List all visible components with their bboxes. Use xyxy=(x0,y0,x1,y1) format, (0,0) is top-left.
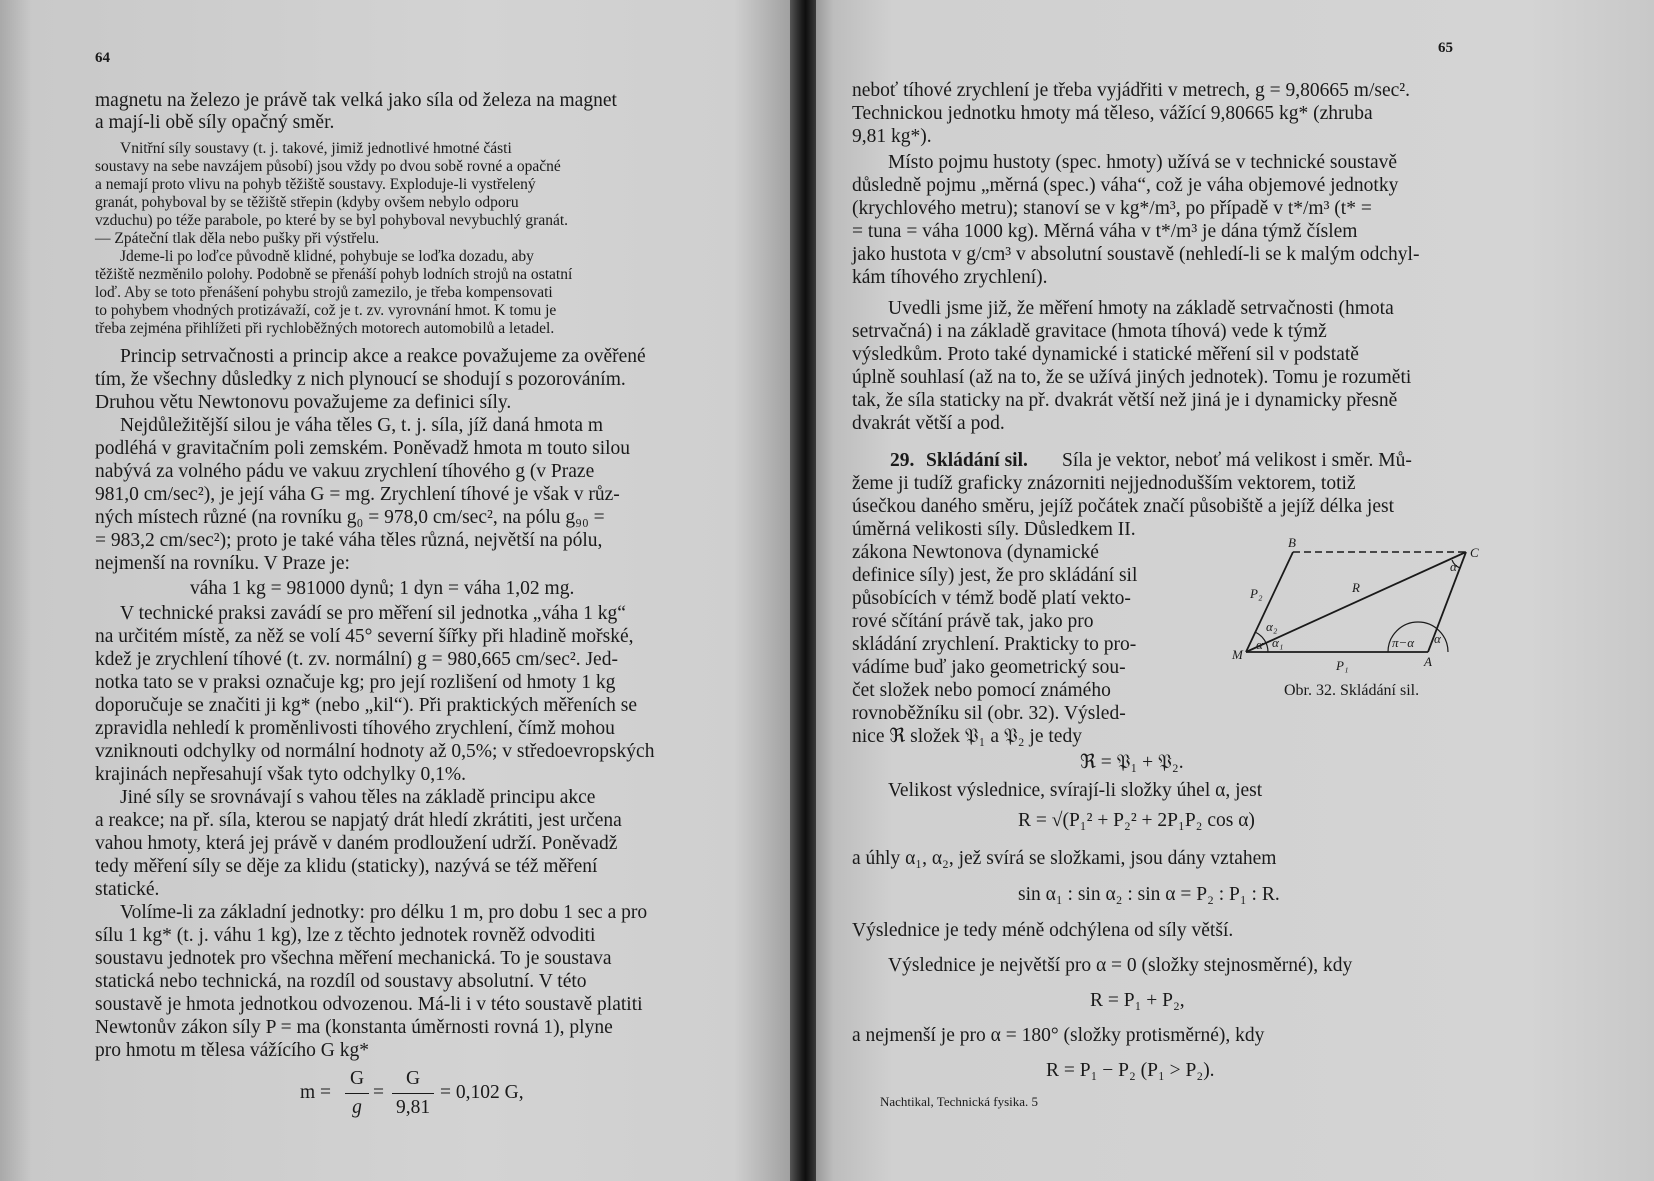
text-line: Místo pojmu hustoty (spec. hmoty) užívá se v technické soustavě xyxy=(888,152,1398,173)
text-line: soustavu jednotek pro všechna měření mechanická. To je soustava xyxy=(95,948,612,969)
equation: sin α₁ : sin α₂ : sin α = P₂ : P₁ : R. xyxy=(1018,884,1280,905)
page-number: 65 xyxy=(1438,40,1453,56)
text-line: ných místech různé (na rovníku g₀ = 978,0 cm/sec², na pólu g₉₀ = xyxy=(95,507,605,528)
text-line: krajinách nepřesahují však tyto odchylky 0,1%. xyxy=(95,764,466,785)
text-line: magnetu na železo je právě tak velká jako síla od železa na magnet xyxy=(95,90,617,111)
equation: váha 1 kg = 981000 dynů; 1 dyn = váha 1,02 mg. xyxy=(190,578,575,599)
fraction-denominator: 9,81 xyxy=(395,1097,431,1118)
label-P1: P₁ xyxy=(1336,658,1349,673)
force-parallelogram-figure xyxy=(1228,535,1488,675)
small-text-line: soustavy na sebe navzájem působí) jsou vždy po dvou sobě rovné a opačné xyxy=(95,158,561,175)
eq-operator: = xyxy=(373,1082,384,1103)
right-page xyxy=(808,0,1654,1181)
text-line: působících v témž bodě platí vekto- xyxy=(852,588,1131,609)
label-alpha1: α₁ xyxy=(1272,635,1284,650)
equation: R = P₁ + P₂, xyxy=(1090,990,1185,1011)
text-line: vahou hmoty, která jej právě v daném prodloužení udrží. Poněvadž xyxy=(95,833,618,854)
text-line: 981,0 cm/sec²), je její váha G = mg. Zrychlení tíhové je však v růz- xyxy=(95,484,620,505)
left-page xyxy=(0,0,798,1181)
label-alpha: α xyxy=(1256,637,1263,652)
text-line: úplně souhlasí (až na to, že se užívá jiných jednotek). Tomu je rozuměti xyxy=(852,367,1412,388)
small-text-line: to pohybem vhodných protizávaží, což je t. zv. vyrovnání hmot. K tomu je xyxy=(95,302,557,319)
equation: ℜ = 𝔓₁ + 𝔓₂. xyxy=(1080,752,1184,773)
text-line: (krychlového metru); stanoví se v kg*/m³, po případě v t*/m³ (t* = xyxy=(852,198,1372,219)
text-line: setrvačná) i na základě gravitace (hmota tíhová) vede k týmž xyxy=(852,321,1327,342)
text-line: nice ℜ složek 𝔓₁ a 𝔓₂ je tedy xyxy=(852,726,1082,747)
text-line: úměrná velikosti síly. Důsledkem II. xyxy=(852,519,1136,540)
text-line: a nejmenší je pro α = 180° (složky protisměrné), kdy xyxy=(852,1025,1265,1046)
fraction-bar xyxy=(345,1093,369,1094)
text-line: vádíme buď jako geometrický sou- xyxy=(852,657,1126,678)
text-line: Uvedli jsme již, že měření hmoty na základě setrvačnosti (hmota xyxy=(888,298,1394,319)
book-spine xyxy=(790,0,816,1181)
text-line: rovnoběžníku sil (obr. 32). Výsled- xyxy=(852,703,1126,724)
fraction-numerator: G xyxy=(405,1068,421,1089)
text-line: Jiné síly se srovnávají s vahou těles na základě principu akce xyxy=(120,787,596,808)
fraction-bar xyxy=(392,1093,434,1094)
text-line: doporučuje se značiti ji kg* (nebo „kil“). Při praktických měřeních se xyxy=(95,695,638,716)
small-text-line: těžiště nezměnilo polohy. Podobně se přenáší pohyb lodních strojů na ostatní xyxy=(95,266,573,283)
text-line: skládání zrychlení. Prakticky to pro- xyxy=(852,634,1137,655)
eq-lhs: m = xyxy=(300,1082,332,1103)
text-line: podléhá v gravitačním poli zemském. Poněvadž hmota m touto silou xyxy=(95,438,631,459)
label-A: A xyxy=(1424,654,1432,669)
text-line: nejmenší na rovníku. V Praze je: xyxy=(95,553,350,574)
label-alpha2: α₂ xyxy=(1266,619,1278,634)
label-P2: P₂ xyxy=(1250,586,1263,601)
text-line: vzniknouti odchylky od normální hodnoty až 0,5%; v středoevropských xyxy=(95,741,655,762)
text-line: zákona Newtonova (dynamické xyxy=(852,542,1099,563)
text-line: statická nebo technická, na rozdíl od soustavy absolutní. V této xyxy=(95,971,587,992)
text-line: Výslednice je největší pro α = 0 (složky stejnosměrné), kdy xyxy=(888,955,1353,976)
text-line: Síla je vektor, neboť má velikost i směr. Mů- xyxy=(1062,450,1412,471)
fraction-numerator: G xyxy=(349,1068,365,1089)
small-text-line: vzduchu) po téže parabole, po které by se byl pohyboval nevybuchlý granát. xyxy=(95,212,569,229)
text-line: tedy měření síly se děje za klidu (staticky), nazývá se též měření xyxy=(95,856,598,877)
label-pi-minus-alpha: π−α xyxy=(1392,635,1415,650)
text-line: neboť tíhové zrychlení je třeba vyjádřiti v metrech, g = 9,80665 m/sec². xyxy=(852,80,1411,101)
text-line: kám tíhového zrychlení). xyxy=(852,267,1048,288)
small-text-line: třeba zejména přihlížeti při rychloběžných motorech automobilů a letadel. xyxy=(95,320,555,337)
figure-caption: Obr. 32. Skládání sil. xyxy=(1284,682,1420,699)
text-line: statické. xyxy=(95,879,160,900)
line-MB xyxy=(1246,552,1293,652)
text-line: a úhly α₁, α₂, jež svírá se složkami, jsou dány vztahem xyxy=(852,848,1277,869)
text-line: V technické praksi zavádí se pro měření sil jednotka „váha 1 kg“ xyxy=(120,603,626,624)
equation: R = P₁ − P₂ (P₁ > P₂). xyxy=(1046,1060,1215,1081)
page-number: 64 xyxy=(95,50,110,66)
label-alpha-at-C: α xyxy=(1450,559,1457,574)
text-line: = tuna = váha 1000 kg). Měrná váha v t*/m³ je dána týmž číslem xyxy=(852,221,1358,242)
text-line: kdež je zrychlení tíhové (t. zv. normální) g = 980,665 cm/sec². Jed- xyxy=(95,649,618,670)
text-line: na určitém místě, za něž se volí 45° severní šířky při hladině mořské, xyxy=(95,626,634,647)
small-text-line: a nemají proto vlivu na pohyb těžiště soustavy. Exploduje-li vystřelený xyxy=(95,176,536,193)
label-R: R xyxy=(1352,580,1360,595)
text-line: Newtonův zákon síly P = ma (konstanta úměrnosti rovná 1), plyne xyxy=(95,1017,613,1038)
label-B: B xyxy=(1288,535,1296,550)
text-line: úsečkou daného směru, jejíž počátek značí působiště a jejíž délka jest xyxy=(852,496,1395,517)
text-line: Velikost výslednice, svírají-li složky úhel α, jest xyxy=(888,780,1263,801)
text-line: tak, že síla staticky na př. dvakrát větší než jiná je i dynamicky přesně xyxy=(852,390,1398,411)
section-title: Skládání sil. xyxy=(926,450,1028,471)
text-line: tím, že všechny důsledky z nich plynoucí se shodují s pozorováním. xyxy=(95,369,626,390)
text-line: důsledně pojmu „měrná (spec.) váha“, což je váha objemové jednotky xyxy=(852,175,1399,196)
label-alpha-at-A: α xyxy=(1434,631,1441,646)
text-line: čet složek nebo pomocí známého xyxy=(852,680,1111,701)
text-line: Nejdůležitější silou je váha těles G, t. j. síla, jíž daná hmota m xyxy=(120,415,604,436)
text-line: soustavě je hmota jednotkou odvozenou. Má-li i v této soustavě platiti xyxy=(95,994,643,1015)
text-line: Technickou jednotku hmoty má těleso, vážící 9,80665 kg* (zhruba xyxy=(852,103,1373,124)
small-text-line: — Zpáteční tlak děla nebo pušky při výstřelu. xyxy=(95,230,380,247)
label-C: C xyxy=(1470,545,1479,560)
eq-rhs: = 0,102 G, xyxy=(440,1082,524,1103)
text-line: = 983,2 cm/sec²); proto je také váha těles různá, největší na pólu, xyxy=(95,530,603,551)
section-number: 29. xyxy=(890,450,915,471)
text-line: sílu 1 kg* (t. j. váhu 1 kg), lze z těchto jednotek rovněž odvoditi xyxy=(95,925,596,946)
text-line: definice síly) jest, že pro skládání sil xyxy=(852,565,1138,586)
small-text-line: granát, pohyboval by se těžiště střepin (kdyby ovšem nebylo odporu xyxy=(95,194,519,211)
small-text-line: Vnitřní síly soustavy (t. j. takové, jimiž jednotlivé hmotné části xyxy=(120,140,512,157)
text-line: Volíme-li za základní jednotky: pro délku 1 m, pro dobu 1 sec a pro xyxy=(120,902,648,923)
text-line: žeme ji tudíž graficky znázorniti nejjednodušším vektorem, totiž xyxy=(852,473,1356,494)
text-line: a mají-li obě síly opačný směr. xyxy=(95,112,335,133)
text-line: Druhou větu Newtonovu považujeme za definici síly. xyxy=(95,392,512,413)
text-line: Výslednice je tedy méně odchýlena od síly větší. xyxy=(852,920,1234,941)
text-line: jako hustota v g/cm³ v absolutní soustavě (nehledí-li se k malým odchyl- xyxy=(852,244,1420,265)
small-text-line: Jdeme-li po loďce původně klidné, pohybuje se loďka dozadu, aby xyxy=(120,248,534,265)
text-line: 9,81 kg*). xyxy=(852,126,932,147)
footer-signature: Nachtikal, Technická fysika. 5 xyxy=(880,1094,1039,1109)
label-M: M xyxy=(1232,647,1243,662)
text-line: dvakrát větší a pod. xyxy=(852,413,1005,434)
text-line: a reakce; na př. síla, kterou se napjatý drát hledí zkrátiti, jest určena xyxy=(95,810,622,831)
text-line: rové sčítání právě tak, jako pro xyxy=(852,611,1094,632)
fraction-denominator: g xyxy=(352,1097,362,1118)
text-line: výsledkům. Proto také dynamické i statické měření sil v podstatě xyxy=(852,344,1359,365)
small-text-line: loď. Aby se toto přenášení pohybu strojů zamezilo, je třeba kompensovati xyxy=(95,284,553,301)
text-line: Princip setrvačnosti a princip akce a reakce považujeme za ověřené xyxy=(120,346,646,367)
text-line: zpravidla nehledí k proměnlivosti tíhového zrychlení, čímž mohou xyxy=(95,718,615,739)
equation: R = √(P₁² + P₂² + 2P₁P₂ cos α) xyxy=(1018,810,1255,831)
text-line: pro hmotu m tělesa vážícího G kg* xyxy=(95,1040,370,1061)
text-line: nabývá za volného pádu ve vakuu zrychlení tíhového g (v Praze xyxy=(95,461,595,482)
text-line: notka tato se v praksi označuje kg; pro její rozlišení od hmoty 1 kg xyxy=(95,672,616,693)
